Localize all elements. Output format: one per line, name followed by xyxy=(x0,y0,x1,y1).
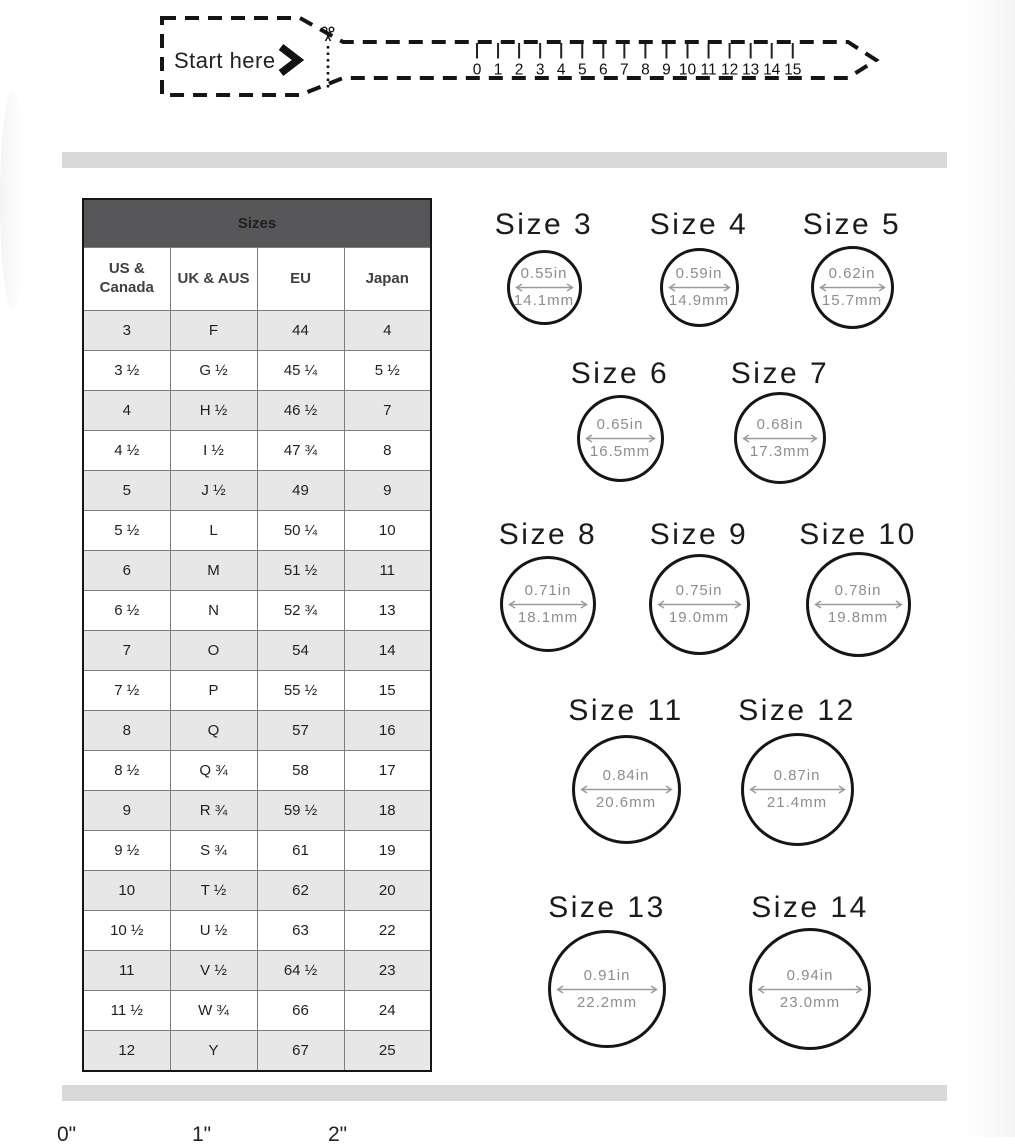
ring-size-label: Size 7 xyxy=(730,357,830,390)
column-header: UK & AUS xyxy=(170,248,257,311)
ruler-tick-label: 10 xyxy=(678,61,697,79)
table-cell: 61 xyxy=(257,831,344,871)
ruler-tick-label: 14 xyxy=(763,61,781,79)
table-cell: 59 ½ xyxy=(257,791,344,831)
table-row xyxy=(83,1031,431,1072)
column-header: US & Canada xyxy=(83,248,170,311)
table-cell: 15 xyxy=(344,671,431,711)
inch-ruler-label: 2" xyxy=(328,1123,348,1146)
table-column-header-row xyxy=(83,248,431,311)
table-cell: 66 xyxy=(257,991,344,1031)
table-cell: L xyxy=(170,511,257,551)
table-cell: 54 xyxy=(257,631,344,671)
table-cell: 20 xyxy=(344,871,431,911)
table-row xyxy=(83,311,431,351)
table-cell: F xyxy=(170,311,257,351)
table-cell: 8 xyxy=(344,431,431,471)
table-cell: 11 ½ xyxy=(83,991,170,1031)
diameter-inches: 0.84in xyxy=(602,766,650,784)
ring-size-label: Size 6 xyxy=(570,357,670,390)
diameter-arrow-icon xyxy=(580,785,673,794)
table-cell: 64 ½ xyxy=(257,951,344,991)
diameter-inches: 0.62in xyxy=(828,264,876,282)
page-edge-shade-left xyxy=(0,90,26,310)
ring-circle xyxy=(572,735,681,844)
ring-circle xyxy=(811,246,894,329)
ruler-tick-label: 9 xyxy=(662,61,671,79)
diameter-inches: 0.59in xyxy=(675,264,723,282)
table-title-row xyxy=(83,199,431,248)
diameter-inches: 0.94in xyxy=(786,966,834,984)
table-cell: 24 xyxy=(344,991,431,1031)
table-cell: R ¾ xyxy=(170,791,257,831)
table-cell: 25 xyxy=(344,1031,431,1072)
table-cell: 8 ½ xyxy=(83,751,170,791)
table-cell: 5 ½ xyxy=(344,351,431,391)
ring-circle xyxy=(741,733,854,846)
table-cell: 4 xyxy=(344,311,431,351)
table-cell: I ½ xyxy=(170,431,257,471)
diameter-inches: 0.68in xyxy=(756,415,804,433)
table-cell: 63 xyxy=(257,911,344,951)
table-cell: 62 xyxy=(257,871,344,911)
table-cell: M xyxy=(170,551,257,591)
ruler-tick-label: 4 xyxy=(556,61,566,79)
divider-bar-bottom xyxy=(62,1085,947,1101)
ring-size-label: Size 9 xyxy=(649,518,749,551)
diameter-mm: 22.2mm xyxy=(576,993,638,1011)
ruler-tick-label: 6 xyxy=(598,61,608,79)
ruler-tick-label: 7 xyxy=(620,61,629,79)
table-cell: 6 xyxy=(83,551,170,591)
ruler-tick-label: 12 xyxy=(720,61,739,79)
table-cell: W ¾ xyxy=(170,991,257,1031)
table-cell: 7 xyxy=(344,391,431,431)
table-cell: 17 xyxy=(344,751,431,791)
table-row xyxy=(83,871,431,911)
table-cell: 3 xyxy=(83,311,170,351)
table-row xyxy=(83,791,431,831)
table-cell: 58 xyxy=(257,751,344,791)
table-cell: U ½ xyxy=(170,911,257,951)
table-cell: 11 xyxy=(83,951,170,991)
table-row xyxy=(83,711,431,751)
table-cell: 16 xyxy=(344,711,431,751)
column-header: EU xyxy=(257,248,344,311)
table-cell: T ½ xyxy=(170,871,257,911)
column-header: Japan xyxy=(344,248,431,311)
diameter-mm: 14.1mm xyxy=(513,291,575,309)
table-row xyxy=(83,591,431,631)
diameter-inches: 0.87in xyxy=(773,766,821,784)
table-cell: G ½ xyxy=(170,351,257,391)
table-cell: J ½ xyxy=(170,471,257,511)
table-row xyxy=(83,511,431,551)
ruler-tick-label: 11 xyxy=(700,61,717,79)
ring-circle xyxy=(806,552,911,657)
table-row xyxy=(83,911,431,951)
table-cell: 4 xyxy=(83,391,170,431)
table-cell: 10 ½ xyxy=(83,911,170,951)
table-cell: 45 ¼ xyxy=(257,351,344,391)
chevron-right-icon xyxy=(281,47,298,73)
ring-circle xyxy=(660,248,739,327)
table-cell: P xyxy=(170,671,257,711)
table-cell: 5 ½ xyxy=(83,511,170,551)
diameter-arrow-icon xyxy=(819,283,886,292)
diameter-mm: 23.0mm xyxy=(779,993,841,1011)
ring-circle xyxy=(500,556,596,652)
ruler-tick-label: 3 xyxy=(535,61,545,79)
table-cell: 13 xyxy=(344,591,431,631)
ring-size-label: Size 3 xyxy=(494,208,594,241)
table-cell: O xyxy=(170,631,257,671)
table-title: Sizes xyxy=(83,199,431,248)
table-cell: 9 xyxy=(83,791,170,831)
diameter-mm: 19.8mm xyxy=(827,608,889,626)
inch-ruler-label: 0" xyxy=(57,1123,77,1146)
ring-size-label: Size 8 xyxy=(498,518,598,551)
table-row xyxy=(83,671,431,711)
ring-size-label: Size 4 xyxy=(649,208,749,241)
table-cell: 49 xyxy=(257,471,344,511)
diameter-mm: 15.7mm xyxy=(821,291,883,309)
table-cell: 22 xyxy=(344,911,431,951)
ruler-tick-label: 1 xyxy=(493,61,503,79)
table-row xyxy=(83,551,431,591)
diameter-inches: 0.65in xyxy=(596,415,644,433)
table-row xyxy=(83,391,431,431)
page-edge-shade-right xyxy=(955,0,1015,1137)
table-row xyxy=(83,431,431,471)
diameter-mm: 14.9mm xyxy=(668,291,730,309)
ring-circle xyxy=(749,928,871,1050)
table-row xyxy=(83,951,431,991)
table-cell: 19 xyxy=(344,831,431,871)
table-cell: V ½ xyxy=(170,951,257,991)
divider-bar-top xyxy=(62,152,947,168)
ring-size-label: Size 10 xyxy=(799,518,917,551)
table-cell: 67 xyxy=(257,1031,344,1072)
diameter-arrow-icon xyxy=(585,434,656,443)
table-cell: 10 xyxy=(344,511,431,551)
table-cell: H ½ xyxy=(170,391,257,431)
table-cell: 12 xyxy=(83,1031,170,1072)
ring-size-label: Size 14 xyxy=(751,891,869,924)
ruler-tick-label: 5 xyxy=(577,61,587,79)
table-cell: 23 xyxy=(344,951,431,991)
diameter-inches: 0.55in xyxy=(520,264,568,282)
ring-circle xyxy=(577,395,664,482)
diameter-inches: 0.91in xyxy=(583,966,631,984)
table-row xyxy=(83,631,431,671)
table-cell: 52 ¾ xyxy=(257,591,344,631)
diameter-inches: 0.78in xyxy=(834,581,882,599)
table-cell: 50 ¼ xyxy=(257,511,344,551)
table-cell: S ¾ xyxy=(170,831,257,871)
table-cell: 3 ½ xyxy=(83,351,170,391)
ring-size-label: Size 13 xyxy=(548,891,666,924)
table-cell: Y xyxy=(170,1031,257,1072)
diameter-arrow-icon xyxy=(749,785,846,794)
ring-circle xyxy=(734,392,826,484)
ruler-scale xyxy=(473,43,802,79)
ring-circle xyxy=(507,250,582,325)
table-cell: 14 xyxy=(344,631,431,671)
diameter-inches: 0.75in xyxy=(675,581,723,599)
diameter-arrow-icon xyxy=(508,600,588,609)
table-cell: Q xyxy=(170,711,257,751)
size-conversion-table xyxy=(82,198,432,1072)
inch-ruler-label: 1" xyxy=(192,1123,212,1146)
table-cell: 18 xyxy=(344,791,431,831)
ring-circle xyxy=(548,930,666,1048)
table-cell: 57 xyxy=(257,711,344,751)
diameter-mm: 19.0mm xyxy=(668,608,730,626)
table-cell: 47 ¾ xyxy=(257,431,344,471)
ruler-tick-label: 2 xyxy=(514,61,524,79)
diameter-mm: 16.5mm xyxy=(589,442,651,460)
diameter-arrow-icon xyxy=(742,434,818,443)
ruler-tick-label: 8 xyxy=(641,61,650,79)
table-cell: 10 xyxy=(83,871,170,911)
table-cell: 55 ½ xyxy=(257,671,344,711)
table-cell: 7 ½ xyxy=(83,671,170,711)
diameter-arrow-icon xyxy=(757,985,863,994)
table-cell: 7 xyxy=(83,631,170,671)
ruler-tick-label: 13 xyxy=(742,61,760,79)
diameter-mm: 17.3mm xyxy=(749,442,811,460)
diameter-inches: 0.71in xyxy=(524,581,572,599)
table-row xyxy=(83,991,431,1031)
diameter-arrow-icon xyxy=(814,600,903,609)
table-row xyxy=(83,471,431,511)
diameter-mm: 20.6mm xyxy=(595,793,657,811)
table-row xyxy=(83,351,431,391)
diameter-arrow-icon xyxy=(668,283,731,292)
table-cell: Q ¾ xyxy=(170,751,257,791)
table-cell: 9 ½ xyxy=(83,831,170,871)
start-here-label: Start here xyxy=(174,48,276,73)
table-cell: 4 ½ xyxy=(83,431,170,471)
ruler-tick-label: 15 xyxy=(784,61,802,79)
ring-size-label: Size 12 xyxy=(738,694,856,727)
table-row xyxy=(83,831,431,871)
diameter-mm: 18.1mm xyxy=(517,608,579,626)
table-cell: 8 xyxy=(83,711,170,751)
table-cell: 6 ½ xyxy=(83,591,170,631)
diameter-arrow-icon xyxy=(657,600,742,609)
ruler-tick-label: 0 xyxy=(472,61,482,79)
table-cell: 5 xyxy=(83,471,170,511)
diameter-arrow-icon xyxy=(515,283,574,292)
table-cell: 46 ½ xyxy=(257,391,344,431)
table-row xyxy=(83,751,431,791)
table-cell: 51 ½ xyxy=(257,551,344,591)
diameter-mm: 21.4mm xyxy=(766,793,828,811)
ring-size-label: Size 5 xyxy=(802,208,902,241)
table-cell: 9 xyxy=(344,471,431,511)
table-cell: N xyxy=(170,591,257,631)
ring-circle xyxy=(649,554,750,655)
ring-size-label: Size 11 xyxy=(568,694,684,727)
diameter-arrow-icon xyxy=(556,985,658,994)
measuring-strip xyxy=(0,0,1015,120)
table-cell: 11 xyxy=(344,551,431,591)
table-cell: 44 xyxy=(257,311,344,351)
